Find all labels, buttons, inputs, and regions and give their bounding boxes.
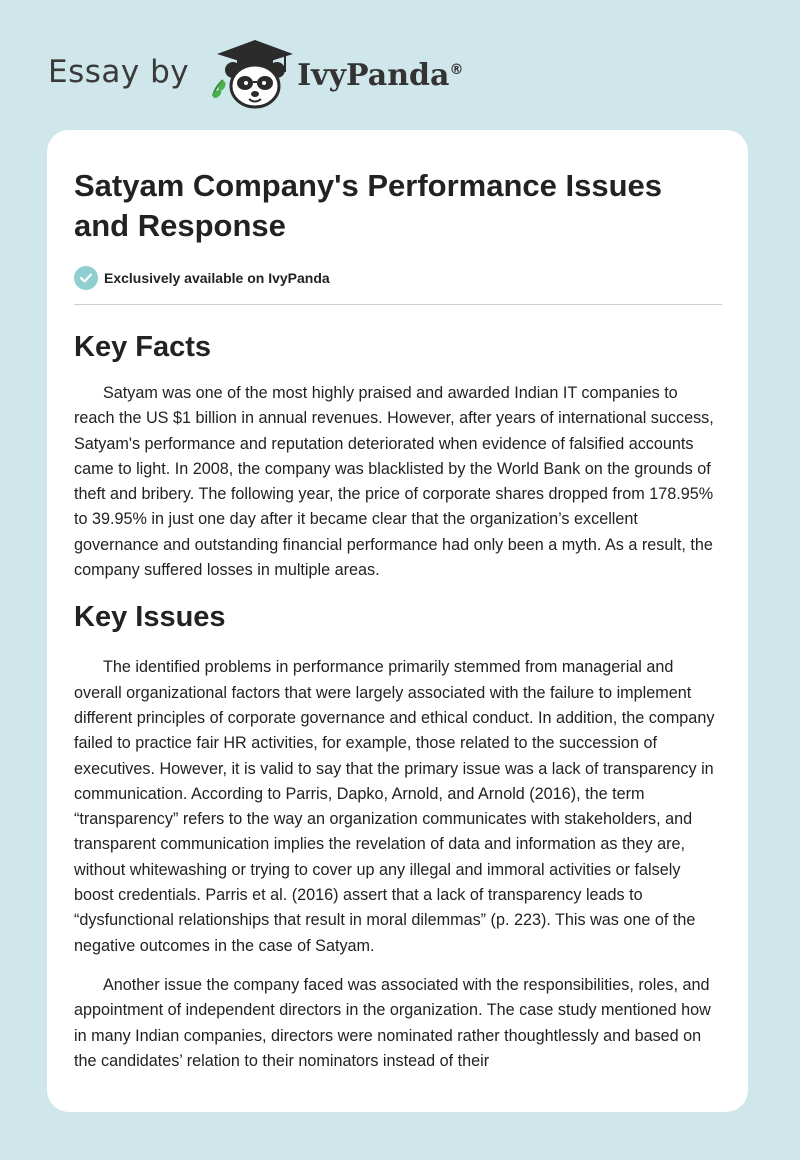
exclusive-badge: [74, 266, 722, 290]
section-heading: Key Issues: [74, 601, 226, 634]
checkmark-icon: [74, 266, 98, 290]
panda-logo-icon[interactable]: [205, 34, 295, 110]
paragraph: The identified problems in performance primarily stemmed from managerial and overall organizational factors that were largely associated with the failure to implement different principles of corporate governance and ethical conduct. In addition, the company failed to practice fair HR activities, for example, those related to the succession of executives. However, it is valid to say that the primary issue was a lack of transparency in communication. According to Parris, Dapko, Arnold, and Arnold (2016), the term “transparency” refers to the way an organization communicates with stakeholders, and transparent communication implies the revelation of data and information as they are, without whitewashing or trying to cover up any illegal and immoral activities or falsely boost credentials. Parris et al. (2016) assert that a lack of transparency leads to “dysfunctional relationships that result in moral dilemmas” (p. 223). This was one of the negative outcomes in the case of Satyam.: [74, 658, 715, 955]
section-key-issues: [74, 597, 722, 1074]
badge-label: Exclusively available on IvyPanda: [104, 270, 330, 286]
brand-prefix: Essay by: [48, 54, 190, 90]
divider: [74, 304, 722, 305]
paragraph: Another issue the company faced was associated with the responsibilities, roles, and appointment of independent directors in the organization. The case study mentioned how in many Indian companies, directors were nominated rather thoughtlessly and based on the candidates’ relation to their nominators instead of their: [74, 975, 711, 1070]
paragraph: Satyam was one of the most highly praised and awarded Indian IT companies to reach the US $1 billion in annual revenues. However, after years of international success, Satyam's performance and reputation deteriorated when evidence of falsified accounts came to light. In 2008, the company was blacklisted by the World Bank on the grounds of theft and bribery. The following year, the price of corporate shares dropped from 178.95% to 39.95% in just one day after it became clear that the organization’s excellent governance and outstanding financial performance had only been a myth. As a result, the company suffered losses in multiple areas.: [74, 384, 714, 580]
article-card: [47, 130, 748, 1112]
page-title: Satyam Company's Performance Issues and Response: [74, 168, 663, 243]
brand-header: [48, 34, 463, 110]
section-key-facts: [74, 327, 722, 583]
brand-name: IvyPanda®: [297, 57, 464, 93]
section-heading: Key Facts: [74, 331, 212, 363]
